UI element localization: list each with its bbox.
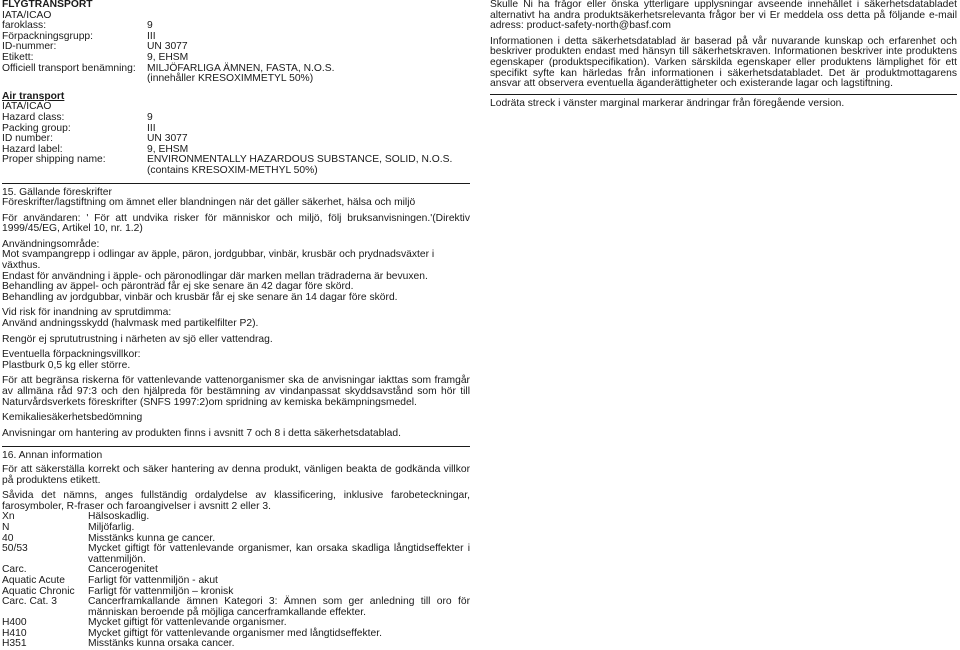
s15-para: För att begränsa riskerna för vattenlevande vattenorganismer ska de anvisningar iakttas som framgår av allmäna råd 97:3 och den hjälpreda för bestämning av vindanpassat skyddsavstånd som hör till Naturvårdsverkets föreskrifter (SNFS 1997:2)om spridning av kemiska bekämpningsmedel. [2,375,470,408]
air-org: IATA/ICAO [2,101,52,113]
code-row: H400 Mycket giftigt för vattenlevande organismer. [2,617,287,629]
code-row: 40 Misstänks kunna ge cancer. [2,532,216,544]
code-row: Aquatic Chronic Farligt för vattenmiljön – kronisk [2,585,234,597]
left-column [2,0,470,650]
air-row: Hazard class: 9 [2,111,153,123]
s15-para: Eventuella förpackningsvillkor: Plastburk 0,5 kg eller större. [2,349,141,371]
air-row: ID number: UN 3077 [2,133,188,145]
code-row: H410 Mycket giftigt för vattenlevande organismer med långtidseffekter. [2,627,382,639]
flyg-row: ID-nummer: UN 3077 [2,41,188,53]
right-column [490,0,957,109]
flyg-row: Förpackningsgrupp: III [2,30,156,42]
code-row: Carc. Cancerogenitet [2,564,158,576]
revision-note: Lodräta streck i vänster marginal markerar ändringar från föregående version. [490,97,845,109]
air-heading: Air transport [2,90,65,102]
s16-para: För att säkerställa korrekt och säker hantering av denna produkt, vänligen beakta de godkända villkor på produktens etikett. [2,463,470,486]
code-row: 50/53 Mycket giftigt för vattenlevande organismer, kan orsaka skadliga långtidseffekter i vattenmiljön. [2,543,470,565]
air-row: Packing group: III [2,122,156,134]
air-section [2,92,470,177]
s15-para: Kemikaliesäkerhetsbedömning [2,412,143,424]
section-divider [490,94,957,95]
code-row: H351 Misstänks kunna orsaka cancer. [2,638,235,650]
disclaimer-paragraph: Informationen i detta säkerhetsdatablad är baserad på vår nuvarande kunskap och erfarenhet och beskriver produkten endast med hänsyn till säkerhetskraven. Informationen beskriver inte produktens egenskaper (produktspecifikation). Varken särskilda egenskaper eller produktens lämplighet för ett specifikt syfte kan härledas från informationen i säkerhetsdatabladet. Det är produktmottagarens ansvar att observera eventuella äganderättigheter och existerande lagar och lagstiftning. [490,35,957,90]
section-16-heading: 16. Annan information [2,450,103,462]
flyg-org: IATA/ICAO [2,9,52,21]
flyg-heading: FLYGTRANSPORT [2,0,93,10]
flyg-row: Officiell transport benämning: MILJÖFARLIGA ÄMNEN, FASTA, N.O.S. (innehåller KRESOXIMMETYL 50%) [2,62,335,85]
air-row: Hazard label: 9, EHSM [2,143,189,155]
flyg-section [2,0,470,85]
section-15-heading: 15. Gällande föreskrifter [2,186,112,198]
code-row: Aquatic Acute Farligt för vattenmiljön - akut [2,574,218,586]
code-row: Carc. Cat. 3 Cancerframkallande ämnen Kategori 3: Ämnen som ger anledning till oro för människan beroende på möjliga cancerframkallande effekter. [2,596,470,618]
flyg-row: Etikett: 9, EHSM [2,51,189,63]
s15-para: Rengör ej sprututrustning i närheten av sjö eller vattendrag. [2,333,273,345]
section-15 [2,188,470,440]
air-row: Proper shipping name: ENVIRONMENTALLY HAZARDOUS SUBSTANCE, SOLID, N.O.S. (contains KRESOXIM-METHYL 50%) [2,154,453,176]
s15-para: Användningsområde: Mot svampangrepp i odlingar av äpple, päron, jordgubbar, vinbär, krusbär och prydnadsväxter i växthus. Endast för användning i äpple- och päronodlingar där marken mellan trädraderna är bevuxen. Behandling av äppel- och päronträd får ej ske senare än 42 dagar före skörd. Behandling av jordgubbar, vinbär och krusbär får ej ske senare än 14 dagar före skörd. [2,238,435,303]
section-16 [2,451,470,650]
flyg-row: faroklass: 9 [2,20,153,32]
s15-para: Vid risk för inandning av sprutdimma: Använd andningsskydd (halvmask med partikelfilter P2). [2,307,259,330]
s15-para: Föreskrifter/lagstiftning om ämnet eller blandningen när det gäller säkerhet, hälsa och miljö [2,197,416,209]
s15-para: För användaren: ' För att undvika risker för människor och miljö, följ bruksanvisningen.'(Direktiv 1999/45/EG, Artikel 10, nr. 1.2) [2,212,470,235]
code-row: N Miljöfarlig. [2,521,135,533]
s15-para: Anvisningar om hantering av produkten finns i avsnitt 7 och 8 i detta säkerhetsdatablad. [2,427,401,439]
code-row: Xn Hälsoskadlig. [2,511,150,523]
s16-para: Såvida det nämns, anges fullständig ordalydelse av klassificering, inklusive farobeteckningar, farosymboler, R-fraser och faroangivelser i avsnitt 2 eller 3. [2,490,470,512]
contact-paragraph: Skulle Ni ha frågor eller önska ytterligare upplysningar avseende innehållet i säkerhetsdatabladet alternativt ha andra produktsäkerhetsrelevanta frågor ber vi Er meddela oss detta på följande e-mail adress: product-safety-north@basf.com [490,0,957,32]
